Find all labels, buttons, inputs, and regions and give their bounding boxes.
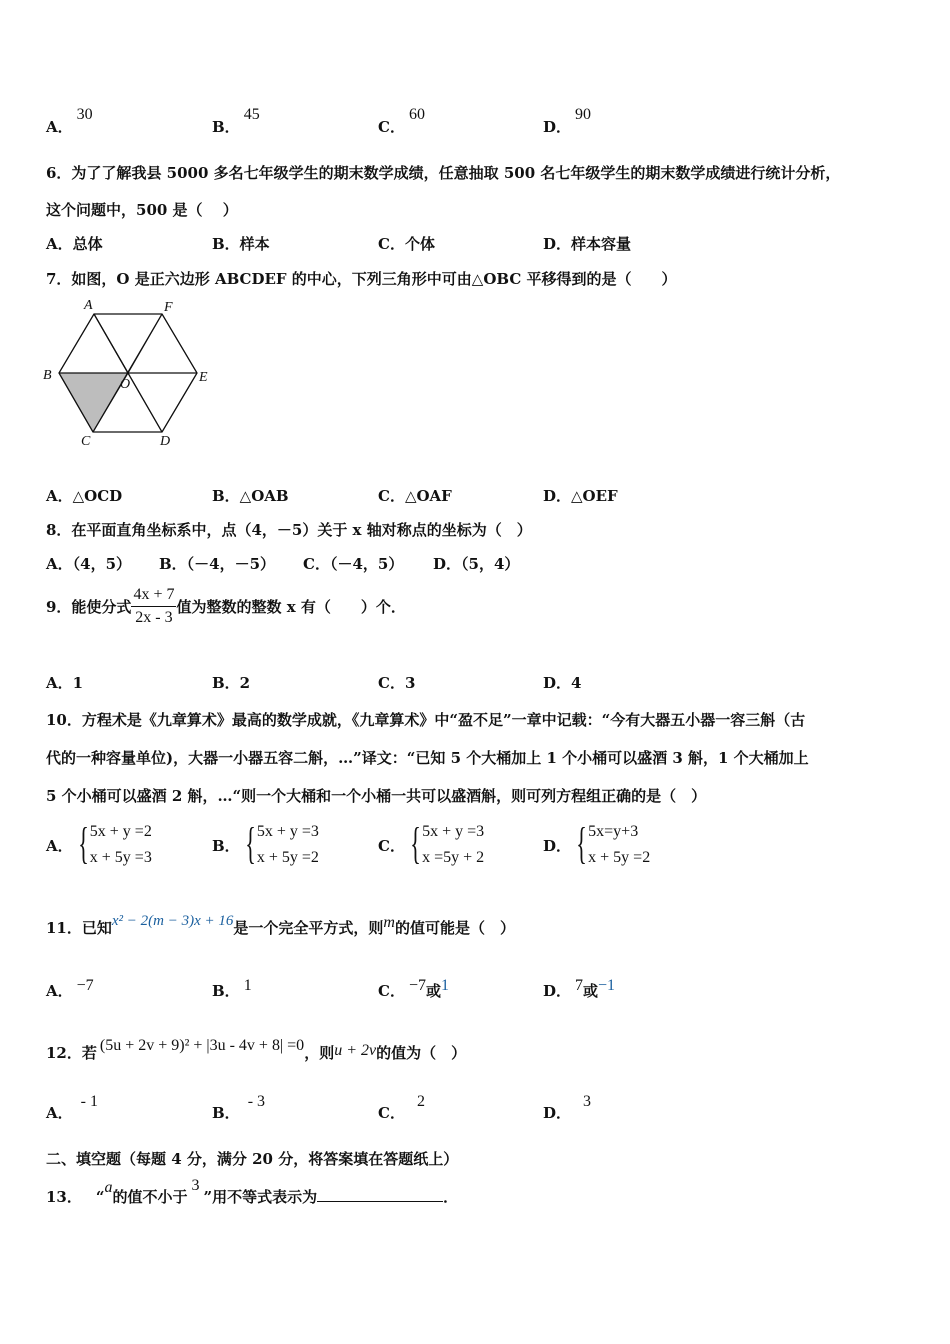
q13-stem: 13． “a的值不小于3”用不等式表示为 ． <box>46 1177 459 1206</box>
label-b: B <box>43 368 52 383</box>
q5-option-b: B．45 <box>212 106 260 136</box>
q5-option-a: A．30 <box>46 106 93 136</box>
hexagon-figure <box>40 295 220 450</box>
triangle-obc-shading <box>59 373 131 432</box>
q9-option-a: A．1 <box>46 674 84 692</box>
label-f: F <box>164 300 173 315</box>
q12-option-d: D．3 <box>543 1093 592 1122</box>
q9-denominator: 2x - 3 <box>135 609 173 626</box>
q12-expression: (5u + 2v + 9)² + |3u - 4v + 8| =0 <box>99 1037 305 1054</box>
label-a: A <box>84 298 93 313</box>
q9-numerator: 4x + 7 <box>131 586 176 607</box>
q12-option-c: C．2 <box>378 1093 425 1122</box>
q5-option-d: D．90 <box>543 106 592 136</box>
q11-option-c: C． −7或1 <box>378 977 449 1000</box>
label-c: C <box>81 434 91 449</box>
q7-stem: 7．如图，O 是正六边形 ABCDEF 的中心，下列三角形中可由△OBC 平移得到的是（ ） <box>46 270 677 288</box>
q9-option-d: D．4 <box>543 674 582 692</box>
q8-option-d: D．（5，4） <box>433 555 520 573</box>
q7-option-a: A．△OCD <box>46 487 123 505</box>
answer-blank[interactable] <box>317 1187 443 1202</box>
q8-stem: 8．在平面直角坐标系中，点（4，－5）关于 x 轴对称点的坐标为（ ） <box>46 521 532 539</box>
q6-stem-line2: 这个问题中，500 是（ ） <box>46 201 238 219</box>
q6-stem-line1: 6．为了了解我县 5000 多名七年级学生的期末数学成绩，任意抽取 500 名七年级学生的期末数学成绩进行统计分析， <box>46 164 841 182</box>
q10-stem-line2: 代的一种容量单位)，大器一小器五容二斛，…”译文：“已知 5 个大桶加上 1 个小桶可以盛酒 3 斛，1 个大桶加上 <box>46 749 809 767</box>
q6-option-c: C．个体 <box>378 235 435 253</box>
q11-expression: x² − 2(m − 3)x + 16 <box>111 913 234 929</box>
q11-option-b: B． 1 <box>212 977 252 1000</box>
q11-option-a: A． −7 <box>46 977 94 1000</box>
q9-prefix: 9．能使分式 <box>46 598 132 616</box>
section-2-title: 二、填空题（每题 4 分，满分 20 分，将答案填在答题纸上） <box>46 1150 459 1168</box>
q10-option-b: B． { 5x + y =3 x + 5y =2 <box>212 819 319 868</box>
q6-option-b: B．样本 <box>212 235 270 253</box>
q9-stem <box>46 586 406 627</box>
q11-option-d: D． 7或−1 <box>543 977 616 1000</box>
q10-stem-line1: 10．方程术是《九章算术》最高的数学成就，《九章算术》中“盈不足”一章中记载：“今有大器五小器一容三斛（古 <box>46 711 806 729</box>
q11-stem: 11．已知x² − 2(m − 3)x + 16是一个完全平方式，则m的值可能是（ ） <box>46 913 515 937</box>
q10-option-d: D． { 5x=y+3 x + 5y =2 <box>543 819 651 868</box>
q10-option-c: C． { 5x + y =3 x =5y + 2 <box>378 819 485 868</box>
q8-option-a: A．（4，5） <box>46 555 132 573</box>
q8-option-c: C．（－4，5） <box>303 555 404 573</box>
q9-suffix: 值为整数的整数 x 有（ ）个． <box>176 598 406 616</box>
q12-stem: 12．若 (5u + 2v + 9)² + |3u - 4v + 8| =0，则u + 2v的值为（ ） <box>46 1037 467 1062</box>
q7-option-d: D．△OEF <box>543 487 618 505</box>
q9-option-b: B．2 <box>212 674 251 692</box>
q9-fraction <box>131 586 176 627</box>
label-e: E <box>199 370 208 385</box>
label-d: D <box>160 434 171 449</box>
q10-stem-line3: 5 个小桶可以盛酒 2 斛，…“则一个大桶和一个小桶一共可以盛酒斛，则可列方程组正确的是（ ） <box>46 787 707 805</box>
q7-option-b: B．△OAB <box>212 487 289 505</box>
q9-option-c: C．3 <box>378 674 416 692</box>
q7-option-c: C．△OAF <box>378 487 452 505</box>
q6-option-a: A．总体 <box>46 235 103 253</box>
q6-option-d: D．样本容量 <box>543 235 632 253</box>
q10-option-a: A． { 5x + y =2 x + 5y =3 <box>46 819 152 868</box>
q8-option-b: B．（－4，－5） <box>159 555 276 573</box>
q12-option-b: B．- 3 <box>212 1093 266 1122</box>
label-o: O <box>120 377 131 392</box>
q12-option-a: A．- 1 <box>46 1093 98 1122</box>
q5-option-c: C．60 <box>378 106 425 136</box>
